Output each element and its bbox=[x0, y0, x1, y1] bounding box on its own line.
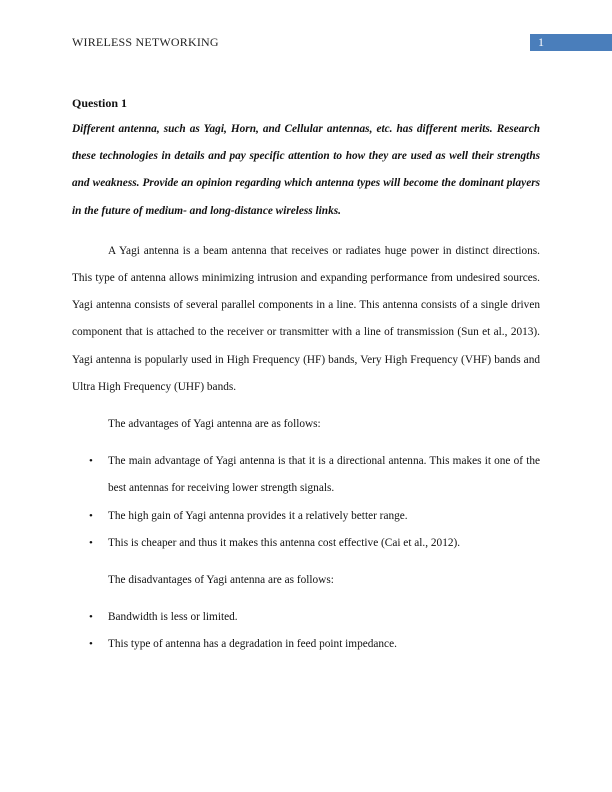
list-item bbox=[72, 530, 540, 557]
list-item bbox=[72, 503, 540, 530]
document-body bbox=[72, 92, 540, 669]
bullet-icon: • bbox=[89, 455, 93, 468]
advantages-list bbox=[72, 448, 540, 557]
bullet-icon: • bbox=[89, 611, 93, 624]
bullet-icon: • bbox=[89, 509, 93, 522]
list-item bbox=[72, 448, 540, 502]
list-item bbox=[72, 631, 540, 658]
question-title: Question 1 bbox=[72, 96, 128, 110]
list-item-text: The main advantage of Yagi antenna is that it is a directional antenna. This makes it one of the best antennas for receiving lower strength signals. bbox=[108, 455, 540, 495]
list-item bbox=[72, 604, 540, 631]
list-item-text: This type of antenna has a degradation in feed point impedance. bbox=[108, 638, 397, 651]
bullet-icon: • bbox=[89, 536, 93, 549]
question-prompt: Different antenna, such as Yagi, Horn, and Cellular antennas, etc. has different merits. Research these technologies in details and pay specific attention to how they are used as well their strengths and weakness. Provide an opinion regarding which antenna types will become the dominant players in the future of medium- and long-distance wireless links. bbox=[72, 123, 540, 217]
list-item-text: Bandwidth is less or limited. bbox=[108, 611, 238, 624]
intro-paragraph: A Yagi antenna is a beam antenna that receives or radiates huge power in distinct directions. This type of antenna allows minimizing intrusion and expanding performance from undesired sources. Yagi antenna consists of several parallel components in a line. This antenna consists of a single driven component that is attached to the receiver or transmitter with a line of transmission (Sun et al., 2013). Yagi antenna is popularly used in High Frequency (HF) bands, Very High Frequency (VHF) bands and Ultra High Frequency (UHF) bands. bbox=[72, 244, 540, 393]
page-number-badge: 1 bbox=[530, 34, 612, 51]
disadvantages-list bbox=[72, 604, 540, 658]
advantages-lead: The advantages of Yagi antenna are as follows: bbox=[108, 418, 321, 431]
running-header-title: WIRELESS NETWORKING bbox=[72, 35, 219, 49]
list-item-text: The high gain of Yagi antenna provides it a relatively better range. bbox=[108, 509, 408, 522]
disadvantages-lead: The disadvantages of Yagi antenna are as follows: bbox=[108, 574, 334, 587]
list-item-text: This is cheaper and thus it makes this antenna cost effective (Cai et al., 2012). bbox=[108, 536, 461, 549]
bullet-icon: • bbox=[89, 638, 93, 651]
